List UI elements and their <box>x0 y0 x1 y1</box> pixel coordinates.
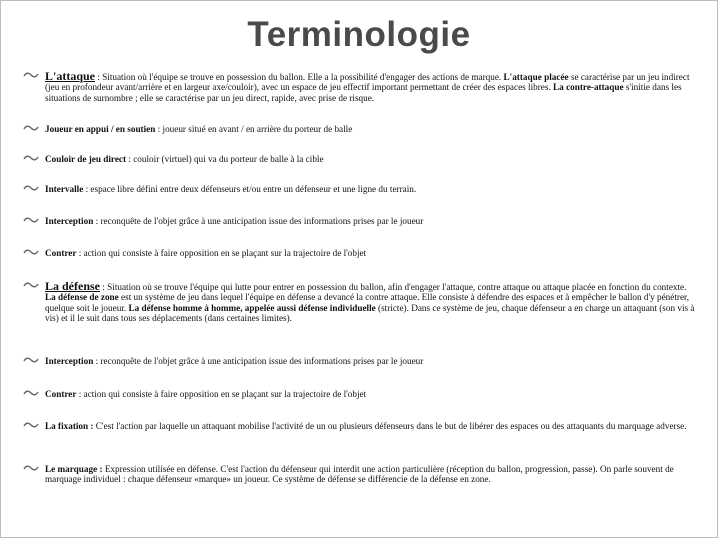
term-item-contrer-2 <box>45 389 695 399</box>
term-item-contrer <box>45 248 695 258</box>
term-label: Joueur en appui / en soutien <box>45 124 156 134</box>
term-item-intervalle <box>45 184 695 194</box>
term-label: Interception <box>45 356 94 366</box>
term-sub-text-2: s'initie dans les situations de surnombre ; elle se caractérise par un jeu direct, rapide, avec prise de risque. <box>45 82 682 103</box>
term-sep: : <box>95 72 103 82</box>
term-item-attaque <box>45 71 695 103</box>
term-text: : action qui consiste à faire opposition en se plaçant sur la trajectoire de l'objet <box>76 389 367 399</box>
term-text: Situation où se trouve l'équipe qui lutte pour entrer en possession du ballon, afin d'engager l'attaque, contre attaque ou attaque placée en fonction du contexte. <box>107 282 687 292</box>
term-label: La défense <box>45 279 100 293</box>
slide-title: Terminologie <box>247 15 471 54</box>
term-sub-text: se caractérise par un jeu indirect (jeu en profondeur avant/arrière et en largeur axe/couloir), avec un espace de jeu effectif important permettant de créer des espaces libres. <box>45 72 690 93</box>
term-label: Interception <box>45 216 94 226</box>
wave-dash-icon <box>23 388 39 398</box>
wave-dash-icon <box>23 70 39 80</box>
term-item-appui <box>45 124 695 134</box>
term-label: La fixation : <box>45 421 94 431</box>
term-item-fixation <box>45 421 695 431</box>
term-label: Contrer <box>45 389 77 399</box>
term-text: : action qui consiste à faire opposition en se plaçant sur la trajectoire de l'objet <box>76 248 367 258</box>
term-label: Intervalle <box>45 184 84 194</box>
term-sub-label-2: La défense homme à homme, appelée aussi défense individuelle <box>128 302 376 313</box>
term-item-interception-2 <box>45 356 695 366</box>
term-text: : joueur situé en avant / en arrière du porteur de balle <box>155 124 353 134</box>
term-label: Le marquage : <box>45 464 103 474</box>
wave-dash-icon <box>23 463 39 473</box>
term-text: : reconquête de l'objet grâce à une anticipation issue des informations prises par le joueur <box>93 216 424 226</box>
term-item-defense <box>45 281 695 324</box>
wave-dash-icon <box>23 123 39 133</box>
term-sub-label: L'attaque placée <box>503 72 569 82</box>
term-text: : espace libre défini entre deux défenseurs et/ou entre un défenseur et une ligne du terrain. <box>83 184 417 194</box>
wave-dash-icon <box>23 215 39 225</box>
term-item-interception <box>45 216 695 226</box>
term-text: C'est l'action par laquelle un attaquant mobilise l'activité de un ou plusieurs défenseurs dans le but de libérer des espaces ou des attaquants du marquage adverse. <box>93 421 687 431</box>
term-sub-label-2: La contre-attaque <box>553 82 624 93</box>
wave-dash-icon <box>23 247 39 257</box>
term-label: Couloir de jeu direct <box>45 154 127 164</box>
term-text: : couloir (virtuel) qui va du porteur de balle à la cible <box>126 154 324 164</box>
term-text: : reconquête de l'objet grâce à une anticipation issue des informations prises par le joueur <box>93 356 424 366</box>
wave-dash-icon <box>23 183 39 193</box>
wave-dash-icon <box>23 420 39 430</box>
term-sep: : <box>100 282 108 292</box>
term-item-couloir <box>45 154 695 164</box>
wave-dash-icon <box>23 153 39 163</box>
term-item-marquage <box>45 464 695 485</box>
term-sub-label: La défense de zone <box>45 292 119 303</box>
term-label: Contrer <box>45 248 77 258</box>
wave-dash-icon <box>23 280 39 290</box>
term-sub-text: est un système de jeu dans lequel l'équipe en défense a devancé la contre attaque. Elle consiste à défendre des espaces et à empêcher le ballon d'y pénétrer, quelque soit le joueur. <box>45 292 690 313</box>
term-text: Expression utilisée en défense. C'est l'action du défenseur qui interdit une action particulière (réception du ballon, progression, passe). On parle souvent de marquage individuel : chaque défenseur «marque» un joueur. Ce système de défense se différencie de la défense en zone. <box>45 464 674 485</box>
term-label: L'attaque <box>45 69 96 83</box>
term-text: Situation où l'équipe se trouve en possession du ballon. Elle a la possibilité d'engager des actions de marque. <box>102 72 504 82</box>
wave-dash-icon <box>23 355 39 365</box>
term-sub-text-2: (stricte). Dans ce système de jeu, chaque défenseur a en charge un attaquant (son vis à vis) et il le suit dans tous ses déplacements (dans certaines limites). <box>45 302 695 324</box>
